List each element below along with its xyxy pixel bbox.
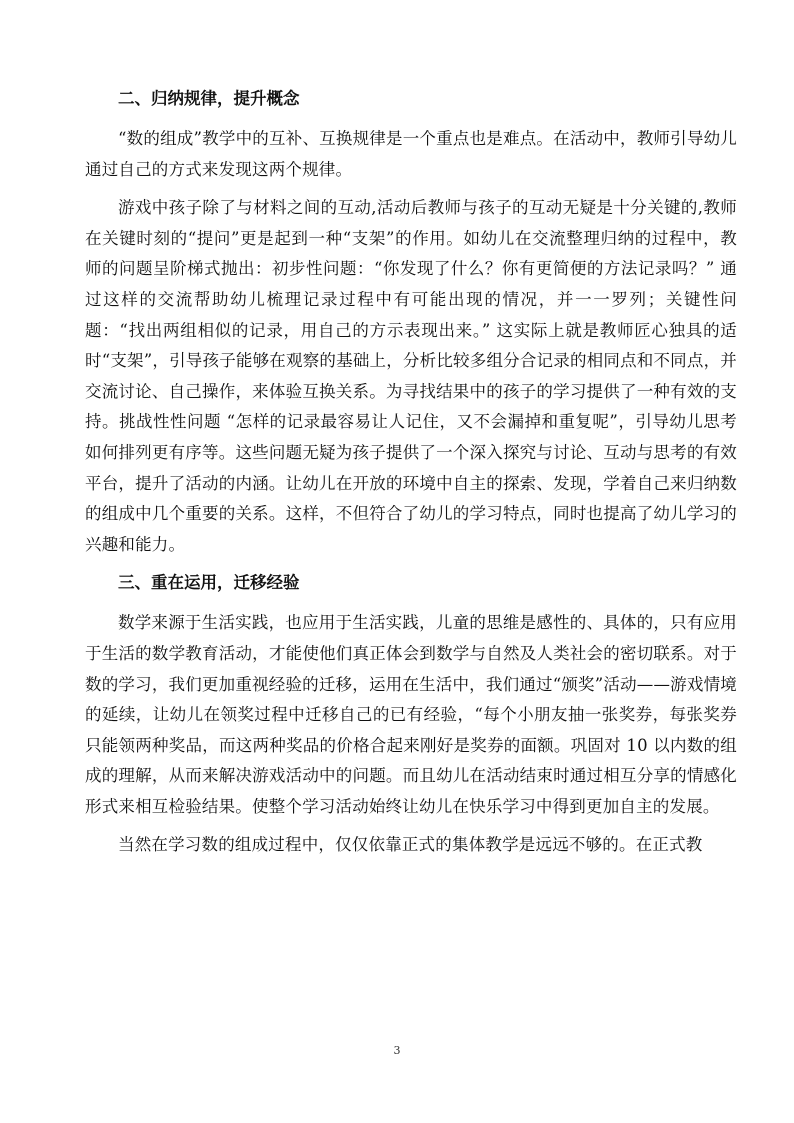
paragraph-gap [85,822,737,830]
section-heading-application: 三、重在运用，迁移经验 [118,573,300,593]
paragraph-life-application: 数学来源于生活实践，也应用于生活实践，儿童的思维是感性的、具体的，只有应用于生活的数学教育活动，才能使他们真正体会到数学与自然及人类社会的密切联系。对于数的学习，我们更加重视经验的迁移，运用在生活中，我们通过“颁奖”活动——游戏情境的延续，让幼儿在领奖过程中迁移自己的已有经验，“每个小朋友抽一张奖券，每张奖券只能领两种奖品，而这两种奖品的价格合起来刚好是奖券的面额。巩固对 10 以内数的组成的理解，从而来解决游戏活动中的问题。而且幼儿在活动结束时通过相互分享的情感化形式来相互检验结果。使整个学习活动始终让幼儿在快乐学习中得到更加自主的发展。 [85,613,737,816]
paragraph-gap [85,185,737,193]
section-heading-summary: 二、归纳规律，提升概念 [118,89,300,108]
page-number: 3 [393,1044,401,1057]
document-body [85,84,737,861]
paragraph-formal-teaching: 当然在学习数的组成过程中，仅仅依靠正式的集体教学是远远不够的。在正式教 [118,835,703,855]
paragraph-complement-rules: “数的组成”教学中的互补、互换规律是一个重点也是难点。在活动中，教师引导幼儿通过自己的方式来发现这两个规律。 [85,129,737,179]
paragraph-gap [85,560,737,568]
paragraph-teacher-questioning: 游戏中孩子除了与材料之间的互动,活动后教师与孩子的互动无疑是十分关键的,教师在关键时刻的“提问”更是起到一种“支架”的作用。如幼儿在交流整理归纳的过程中，教师的问题呈阶梯式抛出：初步性问题：“你发现了什么？你有更简便的方法记录吗？” 通过这样的交流帮助幼儿梳理记录过程中有可能出现的情况，并一一罗列；关键性问题：“找出两组相似的记录，用自己的方示表现出来。” 这实际上就是教师匠心独具的适时“支架”，引导孩子能够在观察的基础上，分析比较多组分合记录的相同点和不同点，并交流讨论、自己操作，来体验互换关系。为寻找结果中的孩子的学习提供了一种有效的支持。挑战性性问题 “怎样的记录最容易让人记住，又不会漏掉和重复呢”，引导幼儿思考如何排列更有序等。这些问题无疑为孩子提供了一个深入探究与讨论、互动与思考的有效平台，提升了活动的内涵。让幼儿在开放的环境中自主的探索、发现，学着自己来归纳数的组成中几个重要的关系。这样，不但符合了幼儿的学习特点，同时也提高了幼儿学习的兴趣和能力。 [85,198,737,554]
